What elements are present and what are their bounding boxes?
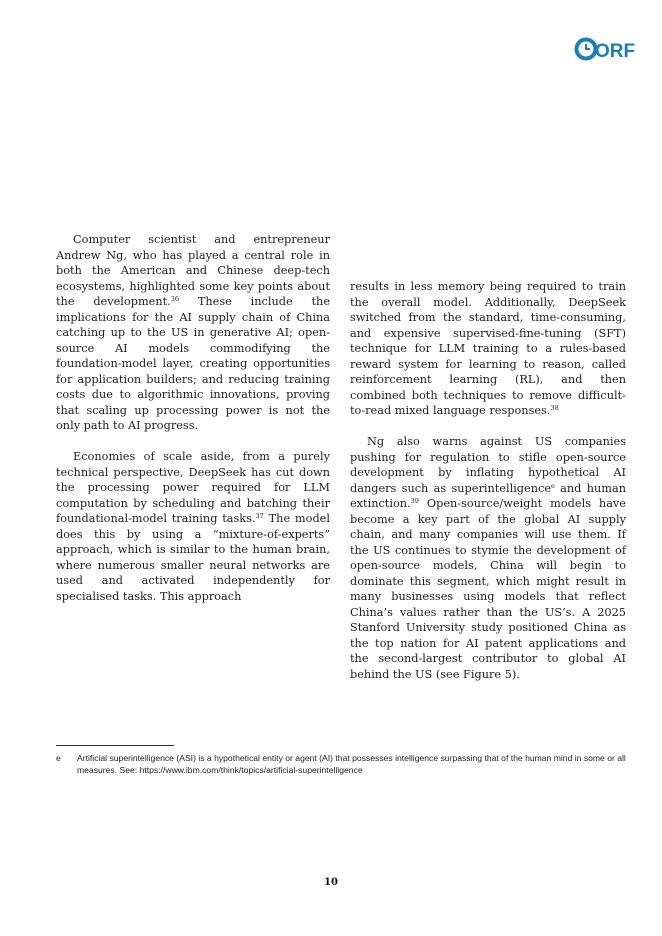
paragraph-text: and human extinction. — [350, 481, 626, 510]
paragraph-text: The model does this by using a “mixture-of-experts” approach, which is similar to the human brain, where numerous smaller neural networks are used and activated independently for specialised tasks. This approach — [56, 512, 330, 603]
paragraph — [350, 279, 626, 419]
right-column — [350, 279, 626, 682]
paragraph — [350, 434, 626, 682]
footnote-mark: e — [56, 753, 61, 763]
paragraph — [56, 232, 330, 434]
citation-ref: 36 — [170, 295, 180, 303]
paragraph-text: Open-source/weight models have become a key part of the global AI supply chain, and many companies will use them. If the US continues to stymie the development of open-source models, China will begin to dominate this segment, which might result in many businesses using models that reflect China’s values rather than the US’s. A 2025 Stanford University study positioned China as the top nation for AI patent applications and the second-largest contributor to global AI behind the US (see Figure 5). — [350, 497, 626, 681]
citation-ref: 38 — [550, 404, 559, 412]
left-column — [56, 232, 330, 604]
paragraph-text: Computer scientist and entrepreneur Andrew Ng, who has played a central role in both the American and Chinese deep-tech ecosystems, highlighted some key points about the development. — [56, 233, 330, 308]
paragraph-text: Economies of scale aside, from a purely technical perspective, DeepSeek has cut down the processing power required for LLM computation by scheduling and batching their foundational-model training tasks. — [56, 450, 330, 525]
citation-ref: 37 — [255, 512, 264, 520]
footnote-ref[interactable]: e — [551, 481, 555, 490]
orf-logo — [574, 36, 636, 62]
footnote-text: Artificial superintelligence (ASI) is a hypothetical entity or agent (AI) that possesses intelligence surpassing that of the human mind in some or all measures. See: https://www.ibm.com/think/topics/artificial-superintelligence — [77, 753, 626, 776]
paragraph — [56, 449, 330, 604]
logo-text: ORF — [595, 41, 636, 62]
footnote — [56, 752, 628, 777]
paragraph-text: results in less memory being required to train the overall model. Additionally, DeepSeek switched from the standard, time-consuming, and expensive supervised-fine-tuning (SFT) technique for LLM training to a rules-based reward system for learning to reason, called reinforcement learning (RL), and then combined both techniques to remove difficult-to-read mixed language responses. — [350, 280, 626, 417]
footnote-divider — [56, 745, 174, 746]
citation-ref: 39 — [410, 497, 419, 505]
paragraph-text: These include the implications for the AI supply chain of China catching up to the US in generative AI; open-source AI models commodifying the foundation-model layer, creating opportunities for application builders; and reducing training costs due to algorithmic innovations, proving that scaling up processing power is not the only path to AI progress. — [56, 295, 331, 432]
page-number: 10 — [324, 877, 338, 888]
orf-logo-mark — [574, 36, 636, 62]
paragraph-text: Ng also warns against US companies pushing for regulation to stifle open-source development by inflating hypothetical AI dangers such as superintelligence — [350, 435, 626, 495]
